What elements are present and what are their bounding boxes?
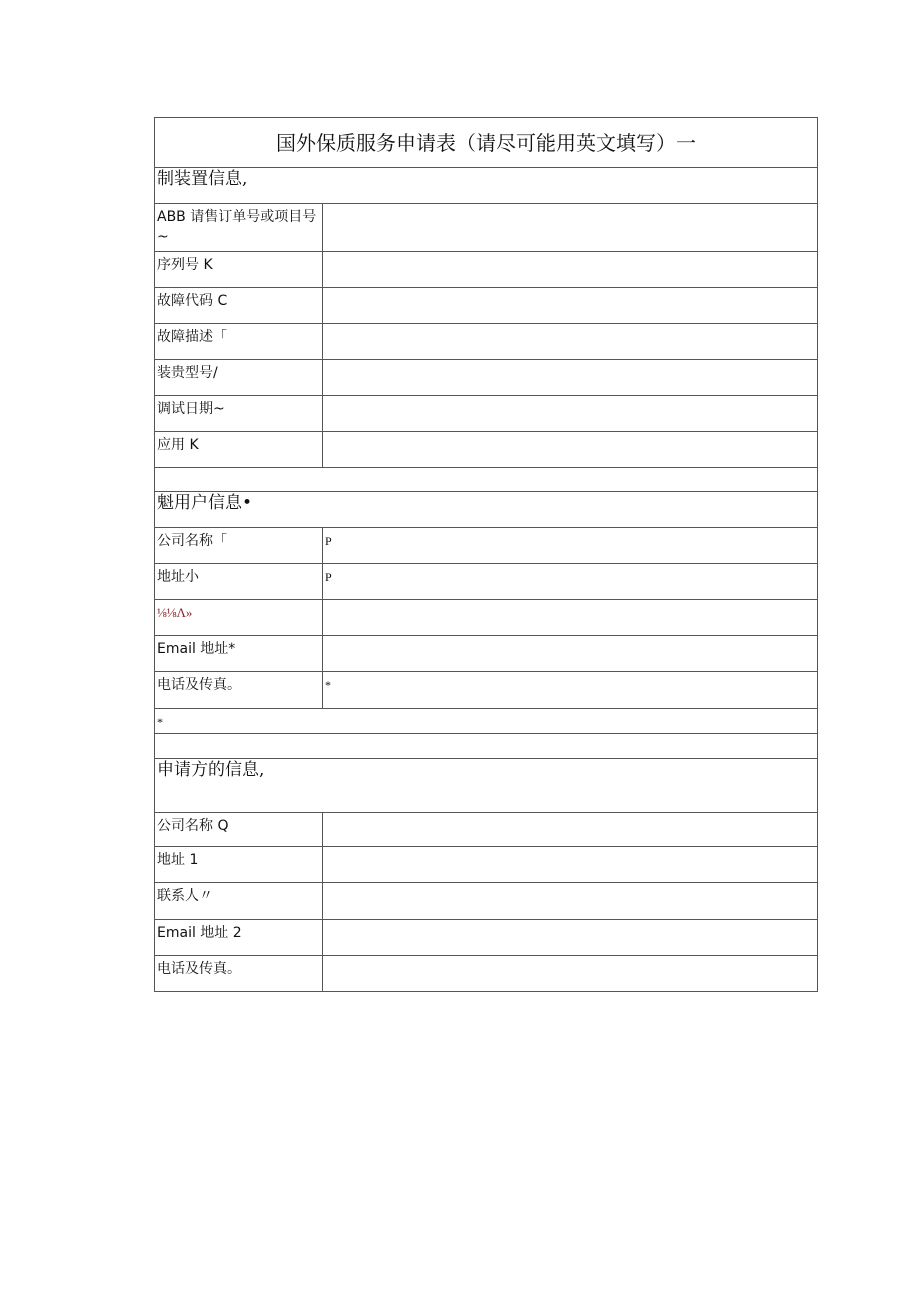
applicant-address-label: 地址 1 — [155, 847, 323, 883]
end-user-footer-mark: * — [155, 709, 818, 734]
application-label: 应用 K — [155, 432, 323, 468]
applicant-info-heading: 申请方的信息, — [155, 759, 818, 813]
end-user-address-label: 地址小 — [155, 564, 323, 600]
end-user-contact-field[interactable] — [323, 600, 818, 636]
applicant-contact-label: 联系人〃 — [155, 883, 323, 920]
end-user-email-label: Email 地址* — [155, 636, 323, 672]
spacer-row — [155, 734, 818, 759]
form-title: 国外保质服务申请表（请尽可能用英文填写）一 — [155, 118, 818, 168]
end-user-company-field[interactable]: P — [323, 528, 818, 564]
commissioning-date-field[interactable] — [323, 396, 818, 432]
applicant-phone-field[interactable] — [323, 956, 818, 992]
end-user-contact-label: ⅛⅛Λ» — [157, 605, 193, 620]
serial-number-label: 序列号 K — [155, 252, 323, 288]
fault-code-field[interactable] — [323, 288, 818, 324]
applicant-address-field[interactable] — [323, 847, 818, 883]
applicant-company-field[interactable] — [323, 813, 818, 847]
end-user-email-field[interactable] — [323, 636, 818, 672]
device-model-label: 装贵型号/ — [155, 360, 323, 396]
end-user-company-label: 公司名称「 — [155, 528, 323, 564]
applicant-email-label: Email 地址 2 — [155, 920, 323, 956]
fault-description-field[interactable] — [323, 324, 818, 360]
end-user-phone-label: 电话及传真。 — [155, 672, 323, 709]
service-application-form — [154, 117, 818, 992]
application-field[interactable] — [323, 432, 818, 468]
commissioning-date-label: 调试日期~ — [155, 396, 323, 432]
applicant-phone-label: 电话及传真。 — [155, 956, 323, 992]
applicant-contact-field[interactable] — [323, 883, 818, 920]
applicant-company-label: 公司名称 Q — [155, 813, 323, 847]
end-user-address-field[interactable]: P — [323, 564, 818, 600]
order-number-field[interactable] — [323, 204, 818, 252]
fault-code-label: 故障代码 C — [155, 288, 323, 324]
applicant-email-field[interactable] — [323, 920, 818, 956]
spacer-row — [155, 468, 818, 492]
end-user-info-heading: 魁用户信息• — [155, 492, 818, 528]
device-info-heading: 制装置信息, — [155, 168, 818, 204]
order-number-label: ABB 请售订单号或项目号~ — [155, 204, 323, 252]
device-model-field[interactable] — [323, 360, 818, 396]
end-user-phone-field[interactable]: * — [323, 672, 818, 709]
fault-description-label: 故障描述「 — [155, 324, 323, 360]
serial-number-field[interactable] — [323, 252, 818, 288]
